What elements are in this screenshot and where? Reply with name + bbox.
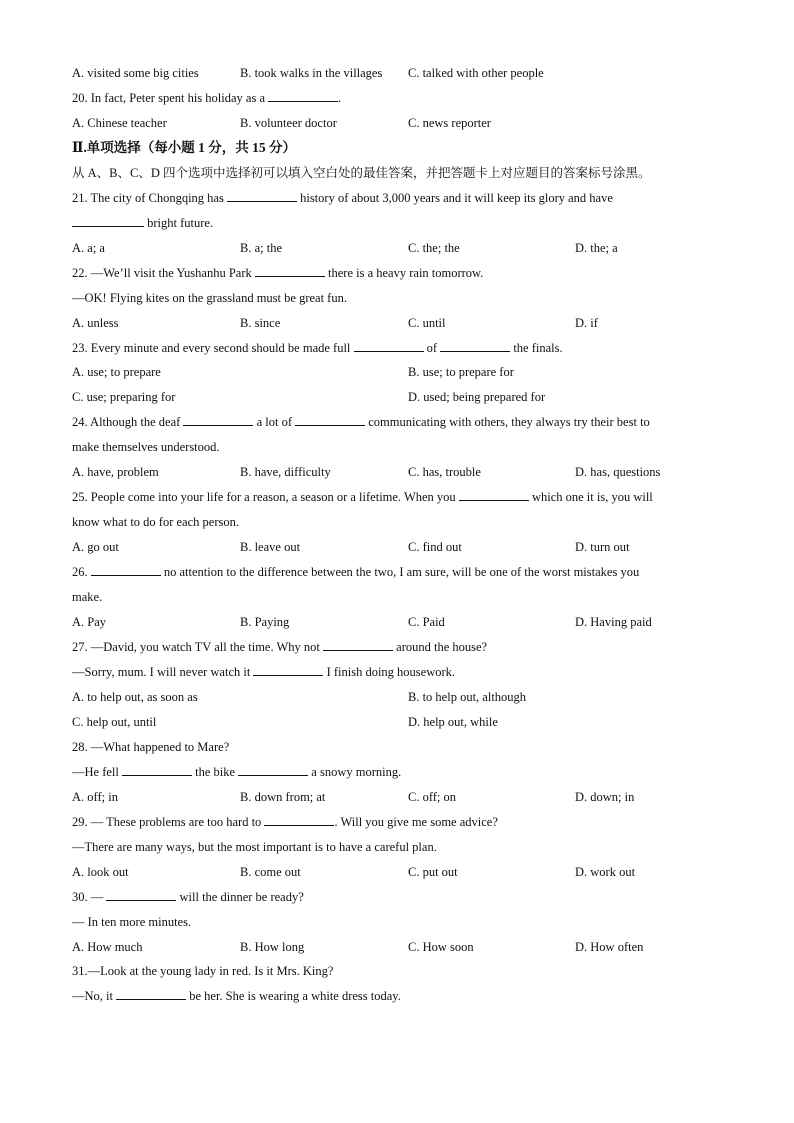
q21-stem: 21. The city of Chongqing has history of about 3,000 years and it will keep its glory and have — [72, 191, 613, 205]
option-a: A. use; to prepare — [72, 365, 161, 379]
option-d: D. How often — [575, 940, 644, 954]
option-a: A. unless — [72, 316, 119, 330]
answer-blank — [91, 574, 161, 576]
option-d: D. the; a — [575, 241, 618, 255]
option-c: C. talked with other people — [408, 66, 544, 80]
option-d: D. if — [575, 316, 598, 330]
q23-stem: 23. Every minute and every second should be made full of the finals. — [72, 341, 563, 355]
option-c: C. put out — [408, 865, 458, 879]
option-b: B. come out — [240, 865, 301, 879]
option-a: A. to help out, as soon as — [72, 690, 198, 704]
option-d: D. Having paid — [575, 615, 652, 629]
q28-options — [72, 787, 754, 807]
option-c: C. has, trouble — [408, 465, 481, 479]
answer-blank — [238, 774, 308, 776]
q28-reply: —He fell the bike a snowy morning. — [72, 765, 402, 779]
q24-options — [72, 462, 754, 482]
q20-options — [72, 113, 754, 133]
answer-blank — [440, 350, 510, 352]
q29-options — [72, 862, 754, 882]
option-a: A. visited some big cities — [72, 66, 199, 80]
option-d: D. down; in — [575, 790, 635, 804]
q31-reply: —No, it be her. She is wearing a white dress today. — [72, 989, 401, 1003]
option-c: C. the; the — [408, 241, 460, 255]
option-b: B. How long — [240, 940, 305, 954]
option-a: A. How much — [72, 940, 143, 954]
q30-stem: 30. — will the dinner be ready? — [72, 890, 304, 904]
q30-options — [72, 937, 754, 957]
option-a: A. go out — [72, 540, 119, 554]
q26-stem: 26. no attention to the difference between the two, I am sure, will be one of the worst mistakes you — [72, 565, 640, 579]
answer-blank — [354, 350, 424, 352]
q27-reply: —Sorry, mum. I will never watch it I finish doing housework. — [72, 665, 456, 679]
q27-options-row2 — [72, 712, 754, 732]
q26-options — [72, 612, 754, 632]
q30-reply: — In ten more minutes. — [72, 915, 192, 929]
answer-blank — [264, 824, 334, 826]
answer-blank — [72, 225, 144, 227]
answer-blank — [106, 899, 176, 901]
answer-blank — [459, 499, 529, 501]
q23-options-row2 — [72, 387, 754, 407]
answer-blank — [183, 424, 253, 426]
answer-blank — [268, 100, 338, 102]
q22-reply: —OK! Flying kites on the grassland must be great fun. — [72, 291, 347, 305]
q27-options-row1 — [72, 687, 754, 707]
q21-options — [72, 238, 754, 258]
answer-blank — [295, 424, 365, 426]
option-b: B. volunteer doctor — [240, 116, 337, 130]
option-b: B. have, difficulty — [240, 465, 331, 479]
q22-options — [72, 313, 754, 333]
q23-options-row1 — [72, 362, 754, 382]
q29-reply: —There are many ways, but the most important is to have a careful plan. — [72, 840, 437, 854]
answer-blank — [253, 674, 323, 676]
option-b: B. use; to prepare for — [408, 365, 514, 379]
section-instruction: 从 A、B、C、D 四个选项中选择初可以填入空白处的最佳答案，并把答题卡上对应题目的答案标号涂黑。 — [72, 166, 651, 180]
option-b: B. leave out — [240, 540, 301, 554]
answer-blank — [122, 774, 192, 776]
q24-stem-cont: make themselves understood. — [72, 440, 220, 454]
option-c: C. news reporter — [408, 116, 491, 130]
answer-blank — [255, 275, 325, 277]
option-c: C. until — [408, 316, 446, 330]
q25-options — [72, 537, 754, 557]
option-b: B. Paying — [240, 615, 290, 629]
option-d: D. used; being prepared for — [408, 390, 546, 404]
option-a: A. off; in — [72, 790, 118, 804]
q29-stem: 29. — These problems are too hard to . Will you give me some advice? — [72, 815, 498, 829]
q24-stem: 24. Although the deaf a lot of communicating with others, they always try their best to — [72, 415, 650, 429]
q19-options — [72, 63, 754, 83]
option-d: D. has, questions — [575, 465, 661, 479]
q28-stem: 28. —What happened to Mare? — [72, 740, 230, 754]
q21-stem-cont: bright future. — [72, 213, 754, 233]
answer-blank — [116, 998, 186, 1000]
option-a: A. a; a — [72, 241, 105, 255]
option-c: C. off; on — [408, 790, 457, 804]
q20-stem: 20. In fact, Peter spent his holiday as a . — [72, 91, 342, 105]
option-b: B. took walks in the villages — [240, 66, 383, 80]
option-d: D. turn out — [575, 540, 630, 554]
option-c: C. use; preparing for — [72, 390, 176, 404]
option-c: C. Paid — [408, 615, 445, 629]
option-a: A. have, problem — [72, 465, 159, 479]
q27-stem: 27. —David, you watch TV all the time. Why not around the house? — [72, 640, 488, 654]
option-b: B. to help out, although — [408, 690, 527, 704]
option-a: A. Pay — [72, 615, 107, 629]
section-title: Ⅱ.单项选择（每小题 1 分，共 15 分） — [72, 140, 297, 155]
option-a: A. look out — [72, 865, 129, 879]
q26-stem-cont: make. — [72, 590, 103, 604]
answer-blank — [323, 649, 393, 651]
option-b: B. down from; at — [240, 790, 326, 804]
option-d: D. work out — [575, 865, 636, 879]
option-c: C. find out — [408, 540, 462, 554]
option-c: C. help out, until — [72, 715, 157, 729]
q31-stem: 31.—Look at the young lady in red. Is it Mrs. King? — [72, 964, 334, 978]
answer-blank — [227, 200, 297, 202]
q25-stem: 25. People come into your life for a reason, a season or a lifetime. When you which one it is, you will — [72, 490, 653, 504]
q22-stem: 22. —We’ll visit the Yushanhu Park there is a heavy rain tomorrow. — [72, 266, 484, 280]
option-c: C. How soon — [408, 940, 474, 954]
option-d: D. help out, while — [408, 715, 498, 729]
option-b: B. a; the — [240, 241, 283, 255]
option-b: B. since — [240, 316, 281, 330]
q25-stem-cont: know what to do for each person. — [72, 515, 239, 529]
option-a: A. Chinese teacher — [72, 116, 167, 130]
